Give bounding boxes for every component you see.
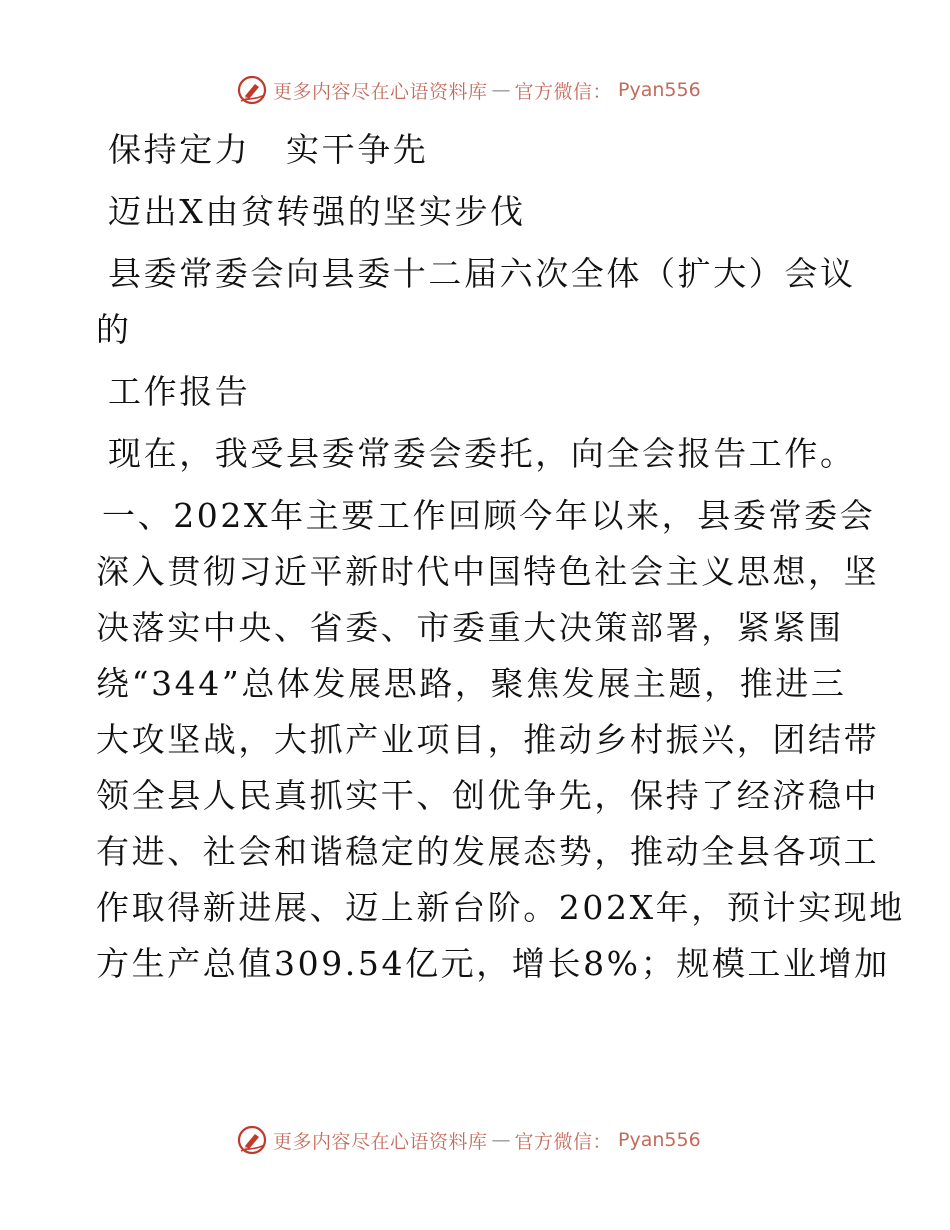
title-line-1: 保持定力 实干争先	[108, 130, 429, 169]
intro-paragraph: 现在，我受县委常委会委托，向全会报告工作。	[108, 434, 856, 473]
title-line-3: 县委常委会向县委十二届六次全体（扩大）会议	[108, 254, 856, 293]
pen-logo-icon	[236, 74, 268, 106]
main-paragraph	[96, 488, 905, 992]
title-line-4: 工作报告	[108, 372, 251, 411]
paragraph-line: 大攻坚战，大抓产业项目，推动乡村振兴，团结带	[96, 720, 880, 759]
paragraph-line: 有进、社会和谐稳定的发展态势，推动全县各项工	[96, 832, 880, 871]
watermark-site-text: 更多内容尽在心语资料库	[273, 80, 488, 103]
paragraph-line: 一、202X年主要工作回顾今年以来，县委常委会	[102, 496, 876, 535]
title-line-3-continued: 的	[96, 310, 132, 349]
document-body	[96, 122, 905, 992]
watermark-dash: —	[491, 1129, 511, 1151]
paragraph-line: 作取得新进展、迈上新台阶。202X年，预计实现地	[96, 888, 905, 927]
watermark-wechat-id: Pyan556	[618, 79, 701, 101]
watermark-official-label: 官方微信：	[514, 1130, 613, 1153]
paragraph-line: 绕“344”总体发展思路，聚焦发展主题，推进三	[96, 664, 847, 703]
paragraph-line: 深入贯彻习近平新时代中国特色社会主义思想，坚	[96, 552, 880, 591]
paragraph-line: 方生产总值309.54亿元，增长8%；规模工业增加	[96, 944, 890, 983]
watermark-wechat-id: Pyan556	[618, 1129, 701, 1151]
watermark-site-text: 更多内容尽在心语资料库	[273, 1130, 488, 1153]
watermark-dash: —	[491, 79, 511, 101]
title-line-2: 迈出X由贫转强的坚实步伐	[108, 192, 526, 231]
paragraph-line: 领全县人民真抓实干、创优争先，保持了经济稳中	[96, 776, 880, 815]
header-watermark	[236, 70, 701, 110]
pen-logo-icon	[236, 1124, 268, 1156]
watermark-official-label: 官方微信：	[514, 80, 613, 103]
paragraph-line: 决落实中央、省委、市委重大决策部署，紧紧围	[96, 608, 844, 647]
footer-watermark	[236, 1120, 701, 1160]
